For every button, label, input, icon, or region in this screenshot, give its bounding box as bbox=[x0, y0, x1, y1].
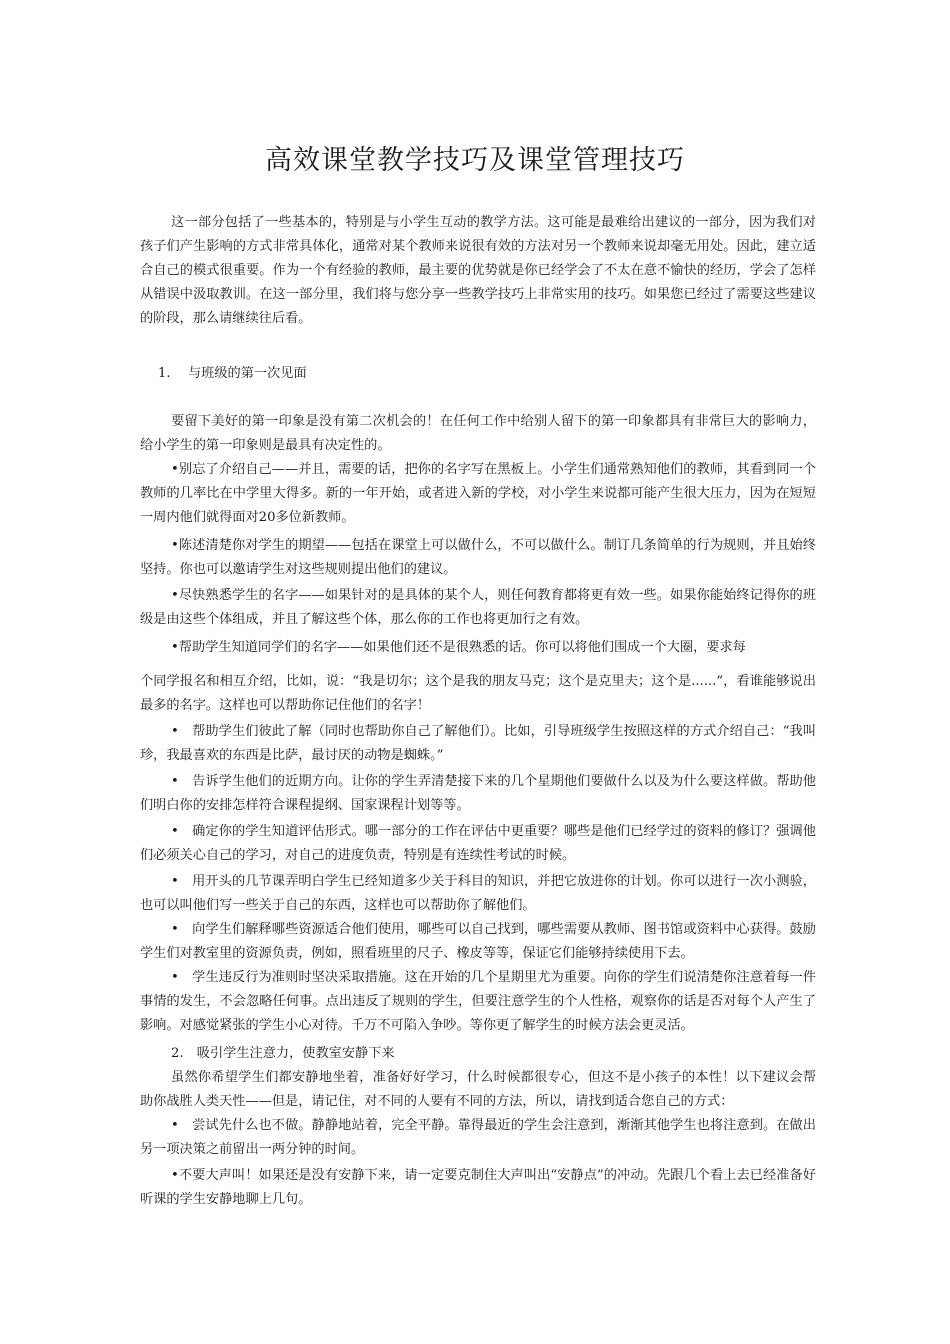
intro-paragraph: 这一部分包括了一些基本的，特别是与小学生互动的教学方法。这可能是最难给出建议的一部分，因为我们对孩子们产生影响的方式非常具体化，通常对某个教师来说很有效的方法对另一个教师来说却毫无用处。因此，建立适合自己的模式很重要。作为一个有经验的教师，最主要的优势就是你已经学会了不太在意不愉快的经历，学会了怎样从错误中汲取教训。在这一部分里，我们将与您分享一些教学技巧上非常实用的技巧。如果您已经过了需要这些建议的阶段，那么请继续往后看。 bbox=[140, 215, 816, 326]
bullet-paragraph: • 用开头的几节课弄明白学生已经知道多少关于科目的知识，并把它放进你的计划。你可以进行一次小测验，也可以叫他们写一些关于自己的东西，这样也可以帮助你了解他们。 bbox=[140, 874, 816, 913]
bullet-paragraph: •帮助学生知道同学们的名字——如果他们还不是很熟悉的话。你可以将他们围成一个大圈，要求每 bbox=[171, 640, 746, 655]
paragraph-continuation: 个同学报名和相互介绍，比如，说：“我是切尔；这个是我的朋友马克；这个是克里夫；这个是......”，看谁能够说出最多的名字。这样也可以帮助你记住他们的名字！ bbox=[140, 674, 816, 713]
bullet-paragraph: • 告诉学生他们的近期方向。让你的学生弄清楚接下来的几个星期他们要做什么以及为什么要这样做。帮助他们明白你的安排怎样符合课程提纲、国家课程计划等等。 bbox=[140, 774, 816, 813]
paragraph: 要留下美好的第一印象是没有第二次机会的！在任何工作中给别人留下的第一印象都具有非常巨大的影响力，给小学生的第一印象则是最具有决定性的。 bbox=[140, 414, 816, 453]
bullet-paragraph: • 尝试先什么也不做。静静地站着，完全平静。靠得最近的学生会注意到，渐渐其他学生也将注意到。在做出另一项决策之前留出一两分钟的时间。 bbox=[140, 1118, 816, 1157]
bullet-paragraph: •尽快熟悉学生的名字——如果针对的是具体的某个人，则任何教育都将更有效一些。如果你能始终记得你的班级是由这些个体组成，并且了解这些个体，那么你的工作也将更加行之有效。 bbox=[140, 588, 816, 627]
document-title: 高效课堂教学技巧及课堂管理技巧 bbox=[265, 145, 685, 176]
section-heading-1: 1. 与班级的第一次见面 bbox=[158, 366, 307, 381]
bullet-paragraph: •陈述清楚你对学生的期望——包括在课堂上可以做什么，不可以做什么。制订几条简单的行为规则，并且始终坚持。你也可以邀请学生对这些规则提出他们的建议。 bbox=[140, 538, 816, 577]
bullet-paragraph: • 帮助学生们彼此了解（同时也帮助你自己了解他们）。比如，引导班级学生按照这样的方式介绍自己：“我叫珍，我最喜欢的东西是比萨，最讨厌的动物是蜘蛛。” bbox=[140, 724, 816, 763]
section-heading-2: 2. 吸引学生注意力，使教室安静下来 bbox=[171, 1046, 395, 1061]
bullet-paragraph: • 学生违反行为准则时坚决采取措施。这在开始的几个星期里尤为重要。向你的学生们说清楚你注意着每一件事情的发生，不会忽略任何事。点出违反了规则的学生，但要注意学生的个人性格，观察你的话是否对每个人产生了影响。对感觉紧张的学生小心对待。千万不可陷入争吵。等你更了解学生的时候方法会更灵活。 bbox=[140, 970, 816, 1033]
bullet-paragraph: • 向学生们解释哪些资源适合他们使用，哪些可以自己找到，哪些需要从教师、图书馆或资料中心获得。鼓励学生们对教室里的资源负责，例如，照看班里的尺子、橡皮等等，保证它们能够持续使用下去。 bbox=[140, 922, 816, 961]
bullet-paragraph: •不要大声叫！如果还是没有安静下来，请一定要克制住大声叫出“安静点”的冲动。先跟几个看上去已经准备好听课的学生安静地聊上几句。 bbox=[140, 1168, 816, 1207]
paragraph: 虽然你希望学生们都安静地坐着，准备好好学习，什么时候都很专心，但这不是小孩子的本性！以下建议会帮助你战胜人类天性——但是，请记住，对不同的人要有不同的方法，所以，请找到适合您自己的方式： bbox=[140, 1070, 816, 1109]
bullet-paragraph: • 确定你的学生知道评估形式。哪一部分的工作在评估中更重要？哪些是他们已经学过的资料的修订？强调他们必须关心自己的学习，对自己的进度负责，特别是有连续性考试的时候。 bbox=[140, 824, 816, 863]
bullet-paragraph: •别忘了介绍自己——并且，需要的话，把你的名字写在黑板上。小学生们通常熟知他们的教师，其看到同一个教师的几率比在中学里大得多。新的一年开始，或者进入新的学校，对小学生来说都可能产生很大压力，因为在短短一周内他们就得面对20多位新教师。 bbox=[140, 462, 816, 525]
